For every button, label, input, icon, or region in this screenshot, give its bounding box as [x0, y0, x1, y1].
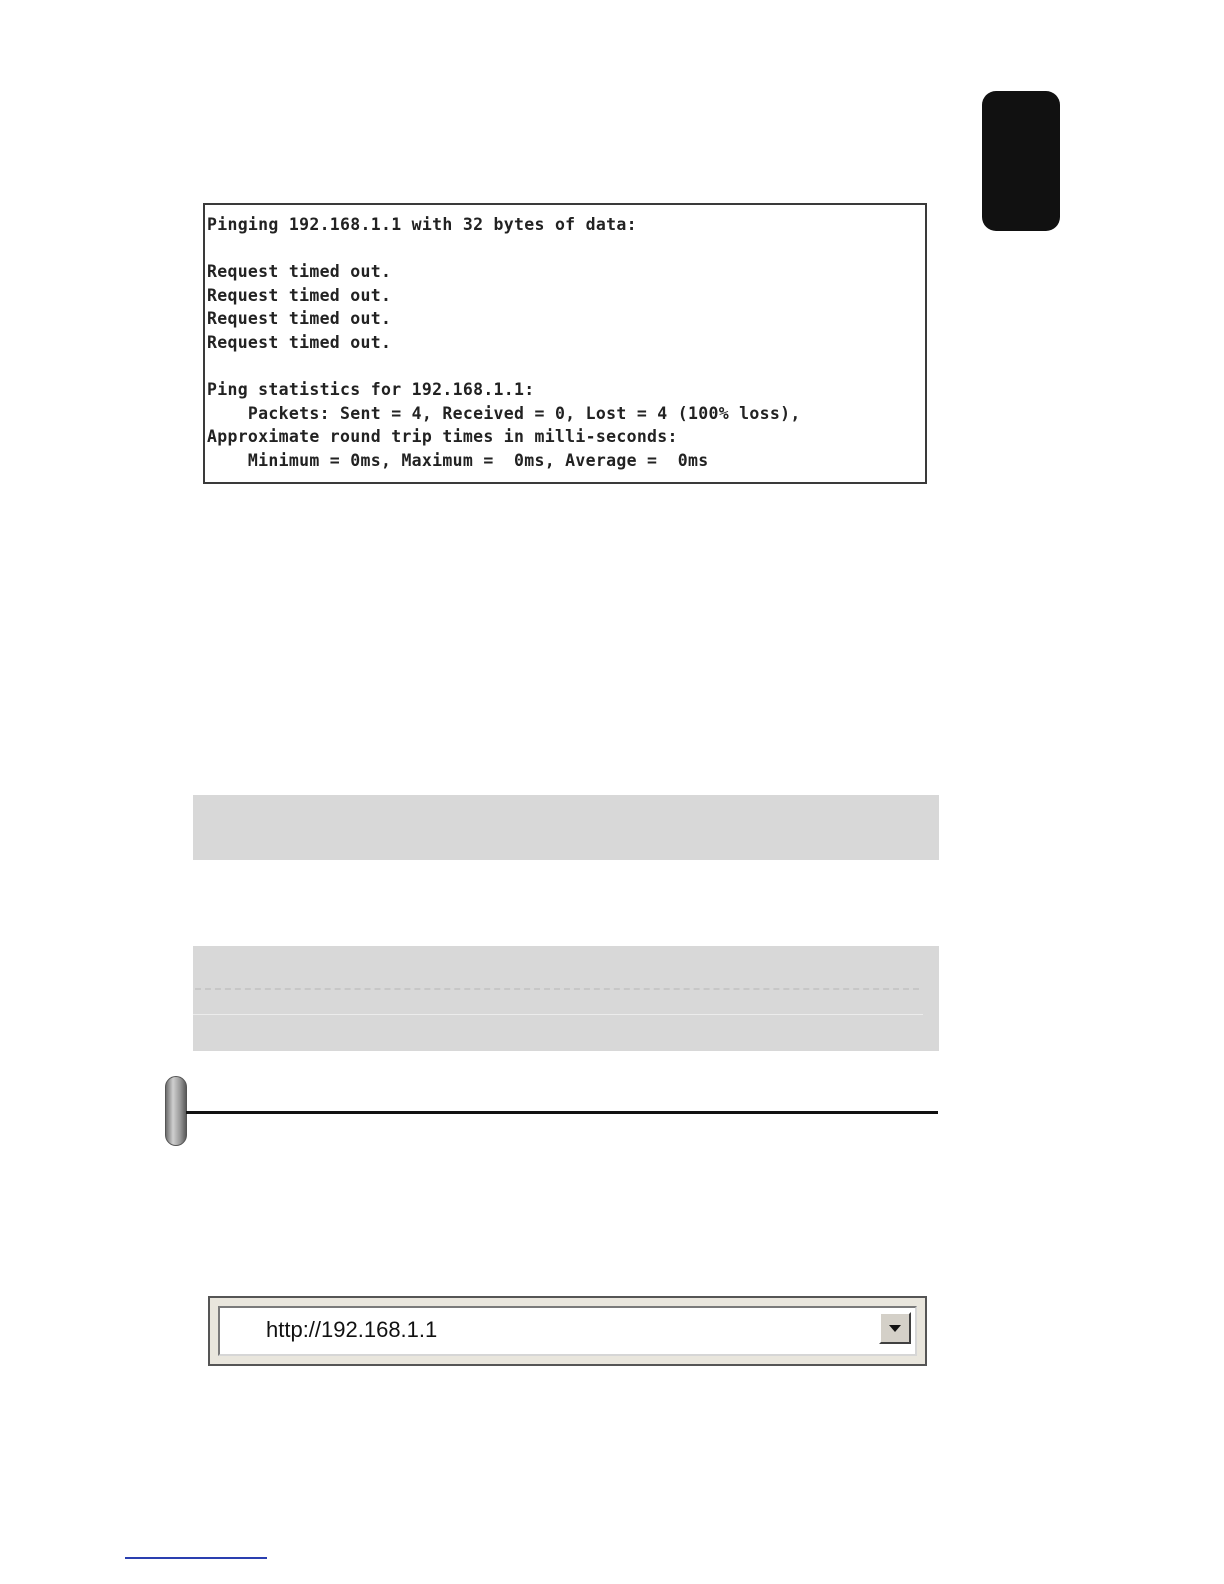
panel-divider: [193, 1014, 923, 1015]
console-line: Approximate round trip times in milli-seconds:: [207, 427, 678, 447]
panel-divider: [195, 988, 919, 992]
chevron-down-icon: [889, 1325, 901, 1332]
section-divider: [186, 1111, 938, 1114]
console-line: [207, 237, 925, 261]
ip-range-panel: [193, 946, 939, 1051]
console-line: Request timed out.: [207, 309, 392, 329]
console-line: Ping statistics for 192.168.1.1:: [207, 380, 535, 400]
section-marker-icon: [165, 1076, 187, 1146]
console-line: Minimum = 0ms, Maximum = 0ms, Average = 0ms: [207, 450, 709, 470]
note-panel: [193, 795, 939, 860]
address-url: http://192.168.1.1: [266, 1317, 438, 1342]
address-input[interactable]: [218, 1306, 917, 1356]
console-line: [207, 355, 925, 379]
console-line: Request timed out.: [207, 285, 392, 305]
language-tab: [982, 91, 1060, 231]
ping-console-output: [203, 203, 927, 484]
console-line: Packets: Sent = 4, Received = 0, Lost = 4 (100% loss),: [207, 403, 801, 423]
console-line: Request timed out.: [207, 332, 392, 352]
console-line: Pinging 192.168.1.1 with 32 bytes of data:: [207, 215, 637, 234]
console-line: Request timed out.: [207, 262, 392, 282]
browser-address-bar: [208, 1296, 927, 1366]
address-dropdown-button[interactable]: [879, 1312, 911, 1344]
footer-link-underline: [125, 1557, 267, 1559]
